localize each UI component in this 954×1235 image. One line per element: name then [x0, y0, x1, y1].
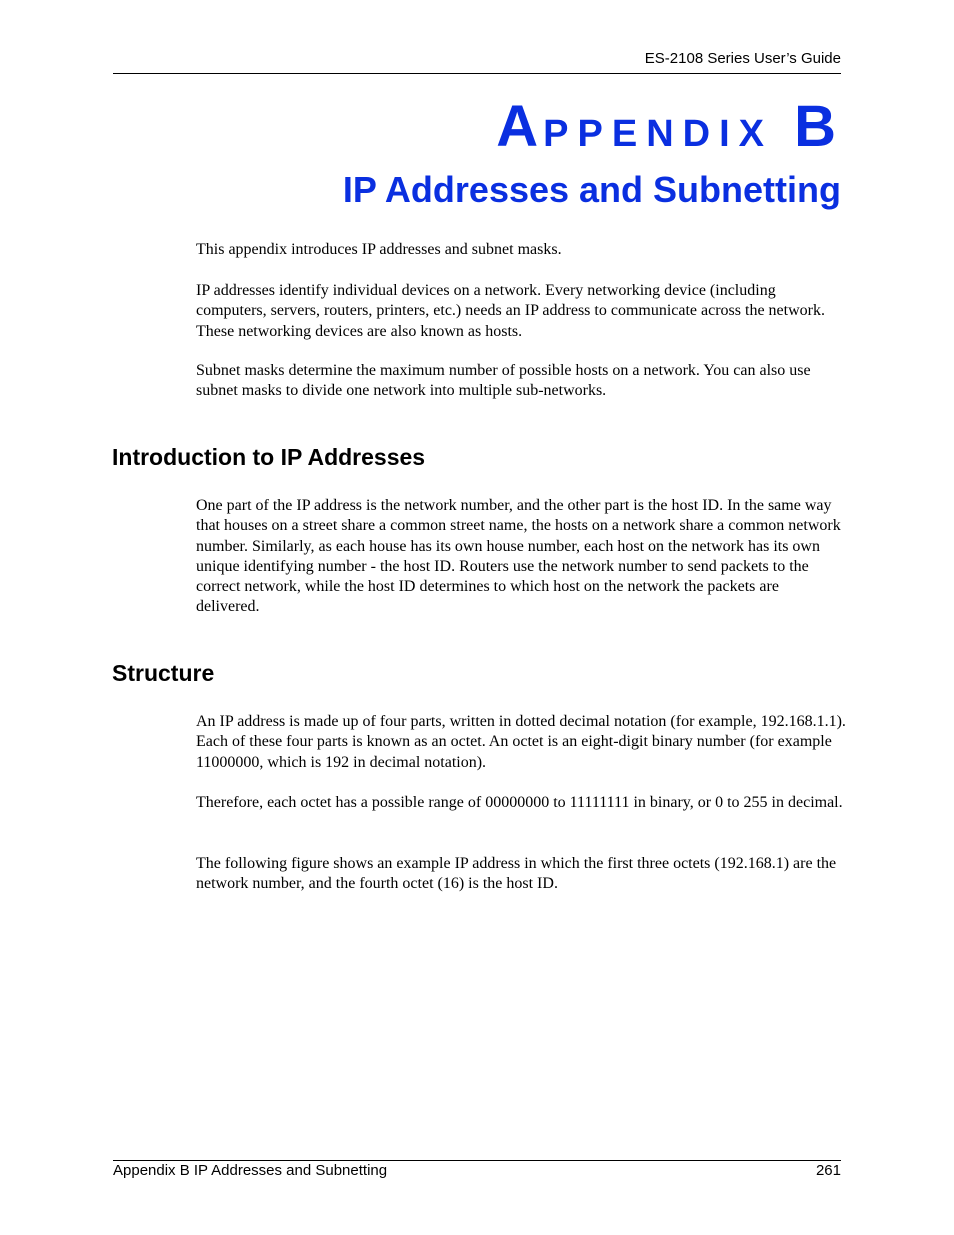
- appendix-letter-spacer: [773, 94, 794, 159]
- footer-rule: [113, 1160, 841, 1161]
- section-2-paragraph-3: The following figure shows an example IP address in which the first three octets (192.168.1) are the network number, and the fourth octet (16) is the host ID.: [196, 855, 837, 893]
- guide-title: ES-2108 Series User’s Guide: [644, 50, 841, 67]
- header-rule: [113, 73, 841, 74]
- intro-paragraph-3: Subnet masks determine the maximum number of possible hosts on a network. You can also use subnet masks to divide one network into multiple sub-networks.: [196, 362, 811, 400]
- appendix-word-first-letter: A: [496, 94, 544, 159]
- appendix-letter: B: [794, 94, 841, 159]
- section-heading-introduction: Introduction to IP Addresses: [112, 444, 426, 470]
- section-1-paragraph-1: One part of the IP address is the network number, and the other part is the host ID. In the same way that houses on a street share a common street name, the hosts on a network share a common network number. Similarly, as each house has its own house number, each host on the network has its own unique identifying number - the host ID. Routers use the network number to send packets to the correct network, while the host ID determines to which host on the network the packets are delivered.: [196, 497, 841, 616]
- section-2-paragraph-1: An IP address is made up of four parts, written in dotted decimal notation (for example, 192.168.1.1). Each of these four parts is known as an octet. An octet is an eight-digit binary number (for example 11000000, which is 192 in decimal notation).: [196, 713, 846, 771]
- intro-paragraph-1: This appendix introduces IP addresses and subnet masks.: [196, 241, 562, 258]
- section-2-paragraph-2: Therefore, each octet has a possible range of 00000000 to 11111111 in binary, or 0 to 255 in decimal.: [196, 794, 843, 811]
- intro-paragraph-2: IP addresses identify individual devices on a network. Every networking device (including computers, servers, routers, printers, etc.) needs an IP address to communicate across the network. These networking devices are also known as hosts.: [196, 282, 825, 340]
- chapter-title: IP Addresses and Subnetting: [342, 169, 841, 210]
- section-heading-structure: Structure: [112, 660, 215, 686]
- appendix-label: [496, 94, 841, 159]
- appendix-word-rest: PPENDIX: [543, 113, 773, 155]
- page-number: 261: [815, 1162, 841, 1179]
- footer-chapter-title: Appendix B IP Addresses and Subnetting: [113, 1162, 388, 1179]
